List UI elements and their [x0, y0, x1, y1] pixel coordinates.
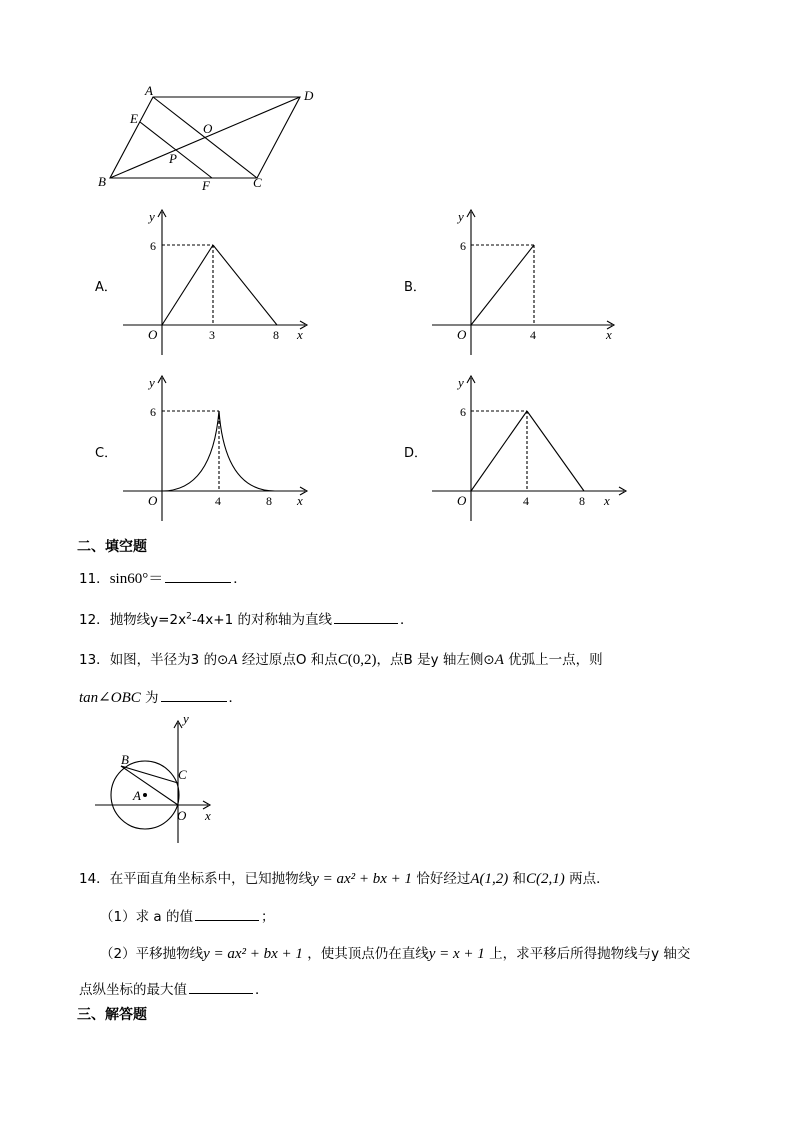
q11-end: ．	[233, 571, 247, 587]
label-A: A	[145, 83, 153, 98]
question-14	[79, 867, 610, 888]
q14-text3: 两点．	[564, 871, 610, 887]
q14-eq: y = ax² + bx + 1	[312, 871, 413, 887]
option-c-letter[interactable]: C．	[95, 446, 118, 461]
option-d-letter[interactable]: D．	[404, 446, 428, 461]
q14-number: 14．	[79, 871, 110, 887]
x-label: x	[606, 327, 612, 342]
q14-p2-blank[interactable]	[189, 980, 253, 994]
fig-x: x	[205, 808, 211, 823]
q13-text2: 经过原点O 和点	[237, 652, 338, 668]
q14-p2-line: y = x + 1	[428, 946, 485, 962]
q14-p1-label: （1）求 a 的值	[100, 909, 193, 925]
x-tick-8: 8	[266, 494, 272, 508]
y-label: y	[149, 209, 155, 224]
q12-text2: -4x+1 的对称轴为直线	[191, 612, 332, 628]
x-label: x	[297, 493, 303, 508]
q13-A2: A	[494, 652, 504, 668]
q11-number: 11．	[79, 571, 110, 587]
q13-A: A	[228, 652, 238, 668]
origin-O: O	[457, 493, 467, 508]
q14-p2-text1: （2）平移抛物线	[100, 946, 204, 962]
x-tick-4: 4	[215, 494, 221, 508]
q14-p2-text3: 上，求平移后所得抛物线与y 轴交	[484, 946, 691, 962]
y-label: y	[458, 375, 464, 390]
q14-A: A(1,2)	[470, 871, 509, 887]
label-F: F	[202, 178, 210, 193]
x-tick-4: 4	[523, 494, 529, 508]
q13-coords: (0,2)	[347, 652, 377, 668]
x-tick-8: 8	[273, 328, 279, 342]
question-14-part2	[100, 942, 690, 963]
label-D: D	[304, 88, 314, 103]
y-tick-6: 6	[150, 239, 156, 253]
origin-O: O	[148, 493, 158, 508]
q13-text3: ，点B 是y 轴左侧⊙	[376, 652, 495, 668]
fig-y: y	[183, 711, 189, 726]
q13-text4: 优弧上一点，则	[503, 652, 603, 668]
option-b-letter[interactable]: B．	[404, 280, 426, 295]
q14-text1: 在平面直角坐标系中，已知抛物线	[109, 871, 313, 887]
x-tick-3: 3	[209, 328, 215, 342]
fig-C: C	[178, 767, 187, 782]
x-label: x	[297, 327, 303, 342]
label-B: B	[98, 174, 106, 189]
q11-expr: sin60°＝	[109, 571, 164, 587]
label-E: E	[130, 111, 138, 126]
section-3-title: 三、解答题	[77, 1007, 147, 1023]
q14-p1-end: ；	[260, 909, 275, 925]
q14-and: 和	[508, 871, 527, 887]
y-label: y	[458, 209, 464, 224]
q14-p2-end: ．	[255, 982, 269, 998]
fig-B: B	[121, 752, 129, 767]
origin-O: O	[148, 327, 158, 342]
q13-tan: tan∠OBC	[79, 690, 141, 706]
q12-sup: 2	[186, 611, 192, 622]
q13-text5: 为	[140, 690, 159, 706]
x-label: x	[604, 493, 610, 508]
question-14-part2-line2	[79, 978, 269, 998]
section-2-title: 二、填空题	[77, 539, 147, 555]
q12-end: ．	[399, 612, 414, 628]
q12-text1: 抛物线y=2x	[109, 612, 187, 628]
q14-p2-text2: ，使其顶点仍在直线	[302, 946, 429, 962]
origin-O: O	[457, 327, 467, 342]
option-a-letter[interactable]: A．	[95, 280, 117, 295]
fig-O: O	[177, 808, 187, 823]
q13-C: C	[337, 652, 348, 668]
q13-number: 13．	[79, 652, 110, 668]
x-tick-8: 8	[579, 494, 585, 508]
y-tick-6: 6	[460, 405, 466, 419]
label-O: O	[203, 121, 213, 136]
q14-text2: 恰好经过	[412, 871, 471, 887]
q13-end: ．	[228, 690, 243, 706]
q14-p2-eq: y = ax² + bx + 1	[203, 946, 303, 962]
label-P: P	[169, 151, 177, 166]
label-C: C	[253, 175, 262, 190]
x-tick-4: 4	[530, 328, 536, 342]
y-label: y	[149, 375, 155, 390]
y-tick-6: 6	[460, 239, 466, 253]
y-tick-6: 6	[150, 405, 156, 419]
q13-text1: 如图，半径为3 的⊙	[109, 652, 229, 668]
q14-C: C(2,1)	[526, 871, 565, 887]
q14-p2-text4: 点纵坐标的最大值	[79, 982, 187, 998]
q14-p1-blank[interactable]	[195, 907, 259, 921]
fig-A: A	[133, 788, 141, 803]
question-14-part1	[100, 905, 274, 925]
q12-number: 12．	[79, 612, 110, 628]
